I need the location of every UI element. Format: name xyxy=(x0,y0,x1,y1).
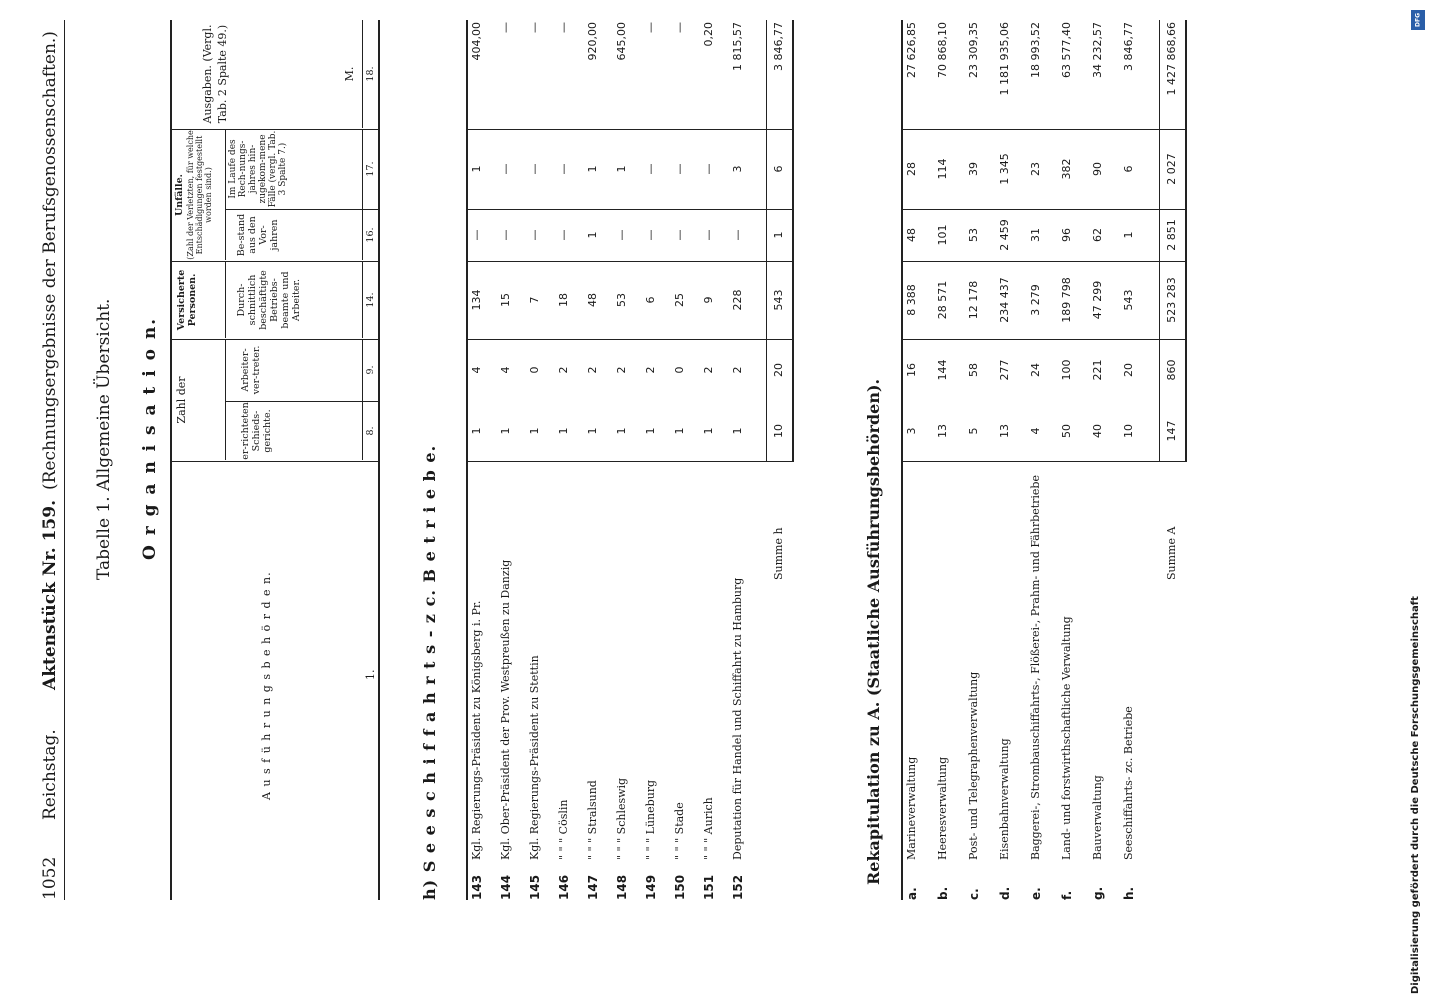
dfg-text: Digitalisierung gefördert durch die Deutsche Forschungsgemeinschaft xyxy=(1410,596,1421,994)
cell-laufe: 1 xyxy=(470,165,483,173)
row-label: Kgl. Ober-Präsident der Prov. Westpreußen zu Danzig xyxy=(499,559,512,860)
cell-schied: 1 xyxy=(644,427,657,435)
row-number: 143 xyxy=(470,874,484,900)
cell-ausgaben: 27 626,85 xyxy=(905,22,918,78)
cell-arbeiter: 16 xyxy=(905,363,918,377)
cell-bestand: — xyxy=(557,229,570,241)
cell-bestand: 1 xyxy=(1122,231,1135,239)
cell-schied: 1 xyxy=(731,427,744,435)
cell-versicherte: 543 xyxy=(1122,289,1135,311)
sum-ausgaben: 1 427 868,66 xyxy=(1165,22,1178,96)
col-ausgaben: Ausgaben. (Vergl. Tab. 2 Spalte 49.) xyxy=(201,24,229,124)
sum-arbeiter: 20 xyxy=(772,363,785,377)
row-number: 152 xyxy=(731,874,745,900)
row-label: Land- und forstwirthschaftliche Verwaltung xyxy=(1060,616,1073,860)
cell-schied: 3 xyxy=(905,427,918,435)
row-label: Eisenbahnverwaltung xyxy=(998,738,1011,860)
cell-arbeiter: 2 xyxy=(586,366,599,374)
cell-versicherte: 25 xyxy=(673,293,686,307)
cell-laufe: 1 xyxy=(586,165,599,173)
col-bestand: Be-stand aus den Vor-jahren xyxy=(236,213,280,257)
cell-bestand: — xyxy=(470,229,483,241)
sum-versicherte: 543 xyxy=(772,289,785,311)
col-versicherte-head: Versicherte Personen. xyxy=(176,269,198,331)
sum-schied: 10 xyxy=(772,424,785,438)
dfg-footer xyxy=(1410,6,1426,994)
cell-versicherte: 9 xyxy=(702,296,715,304)
cell-versicherte: 134 xyxy=(470,289,483,311)
row-label: Bauverwaltung xyxy=(1091,775,1104,860)
row-label: " " " Lüneburg xyxy=(644,779,657,860)
row-number: e. xyxy=(1029,887,1043,900)
cell-laufe: 1 xyxy=(615,165,628,173)
sum-bestand: 2 851 xyxy=(1165,219,1178,251)
cell-ausgaben: — xyxy=(528,22,541,33)
cell-bestand: 2 459 xyxy=(998,219,1011,251)
row-number: 149 xyxy=(644,874,658,900)
cell-schied: 1 xyxy=(557,427,570,435)
cell-bestand: 62 xyxy=(1091,228,1104,242)
cell-ausgaben: 63 577,40 xyxy=(1060,22,1073,78)
cell-versicherte: 8 388 xyxy=(905,284,918,316)
dfg-logo-icon: DFG xyxy=(1411,10,1425,30)
cell-schied: 40 xyxy=(1091,424,1104,438)
cell-schied: 1 xyxy=(470,427,483,435)
cell-arbeiter: 144 xyxy=(936,359,949,381)
row-number: b. xyxy=(936,886,950,900)
cell-arbeiter: 0 xyxy=(528,366,541,374)
cell-bestand: 31 xyxy=(1029,228,1042,242)
section-rule xyxy=(901,20,903,900)
sum-laufe: 6 xyxy=(772,165,785,173)
cell-versicherte: 6 xyxy=(644,296,657,304)
col-ausgaben-num: 18. xyxy=(365,66,376,82)
cell-ausgaben: 0,20 xyxy=(702,22,715,47)
cell-schied: 10 xyxy=(1122,424,1135,438)
header-reichstag: Reichstag. xyxy=(40,729,60,820)
row-label: " " " Schleswig xyxy=(615,777,628,860)
cell-schied: 5 xyxy=(967,427,980,435)
cell-laufe: 1 345 xyxy=(998,153,1011,185)
row-number: h. xyxy=(1122,886,1136,900)
cell-versicherte: 12 178 xyxy=(967,280,980,320)
cell-versicherte: 53 xyxy=(615,293,628,307)
cell-laufe: — xyxy=(673,163,686,175)
row-label: " " " Aurich xyxy=(702,797,715,860)
cell-schied: 1 xyxy=(615,427,628,435)
cell-schied: 1 xyxy=(586,427,599,435)
cell-schied: 13 xyxy=(998,424,1011,438)
cell-ausgaben: — xyxy=(557,22,570,33)
header-rule xyxy=(64,20,65,900)
cell-bestand: — xyxy=(528,229,541,241)
cell-bestand: — xyxy=(644,229,657,241)
cell-bestand: — xyxy=(702,229,715,241)
cell-bestand: — xyxy=(615,229,628,241)
cell-laufe: 382 xyxy=(1060,158,1073,180)
row-label: Heeresverwaltung xyxy=(936,756,949,860)
cell-bestand: — xyxy=(731,229,744,241)
col-arbeiter-num: 9. xyxy=(365,365,376,375)
cell-ausgaben: 645,00 xyxy=(615,22,628,61)
cell-ausgaben: 34 232,57 xyxy=(1091,22,1104,78)
section-h-title: h) S e e s c h i f f a h r t s - z c. B e t r i e b e. xyxy=(420,444,439,900)
cell-versicherte: 48 xyxy=(586,293,599,307)
cell-laufe: 6 xyxy=(1122,165,1135,173)
col-schied: er-richteten Schieds-gerichte. xyxy=(240,402,273,460)
row-label: Seeschiffahrts- zc. Betriebe xyxy=(1122,706,1135,860)
cell-schied: 1 xyxy=(528,427,541,435)
sum-label: Summe A xyxy=(1165,526,1178,580)
sum-label: Summe h xyxy=(772,527,785,580)
cell-versicherte: 7 xyxy=(528,296,541,304)
cell-versicherte: 18 xyxy=(557,293,570,307)
sum-schied: 147 xyxy=(1165,420,1178,442)
cell-bestand: — xyxy=(499,229,512,241)
cell-schied: 1 xyxy=(673,427,686,435)
cell-ausgaben: 404,00 xyxy=(470,22,483,61)
cell-ausgaben: 1 181 935,06 xyxy=(998,22,1011,96)
sum-ausgaben: 3 846,77 xyxy=(772,22,785,71)
cell-ausgaben: 18 993,52 xyxy=(1029,22,1042,78)
row-label: Baggerei-, Strombauschiffahrts-, Flößerei-, Prahm- und Fährbetriebe xyxy=(1029,475,1042,860)
cell-arbeiter: 277 xyxy=(998,359,1011,381)
cell-versicherte: 228 xyxy=(731,289,744,311)
header-bottom-rule xyxy=(378,20,380,900)
row-number: 151 xyxy=(702,874,716,900)
cell-bestand: 96 xyxy=(1060,228,1073,242)
col-unfaelle-head: Unfälle. xyxy=(174,174,185,217)
row-label: " " " Cöslin xyxy=(557,799,570,860)
col-behoerden: A u s f ü h r u n g s b e h ö r d e n. xyxy=(260,571,273,800)
row-number: 147 xyxy=(586,874,600,900)
page-number: 1052 xyxy=(40,856,60,900)
row-label: " " " Stade xyxy=(673,802,686,860)
table-title: Tabelle 1. Allgemeine Übersicht. xyxy=(94,298,114,580)
cell-arbeiter: 4 xyxy=(499,366,512,374)
cell-ausgaben: 1 815,57 xyxy=(731,22,744,71)
col-unfaelle-sub: (Zahl der Verletzten, für welche Entschädigungen festgestellt worden sind.) xyxy=(186,130,213,260)
row-number: c. xyxy=(967,888,981,900)
cell-ausgaben: — xyxy=(673,22,686,33)
cell-arbeiter: 24 xyxy=(1029,363,1042,377)
cell-schied: 13 xyxy=(936,424,949,438)
cell-schied: 1 xyxy=(702,427,715,435)
row-number: a. xyxy=(905,887,919,900)
col-versicherte: Durch-schnittlich beschäftigte Betriebs-beamte und Arbeiter. xyxy=(236,270,302,330)
cell-bestand: 53 xyxy=(967,228,980,242)
cell-ausgaben: — xyxy=(499,22,512,33)
col-arbeiter: Arbeiter-ver-treter. xyxy=(240,345,262,395)
row-label: " " " Stralsund xyxy=(586,780,599,860)
cell-arbeiter: 2 xyxy=(615,366,628,374)
row-number: 150 xyxy=(673,874,687,900)
cell-laufe: 23 xyxy=(1029,162,1042,176)
col-bestand-num: 16. xyxy=(365,227,376,243)
cell-bestand: — xyxy=(673,229,686,241)
cell-schied: 50 xyxy=(1060,424,1073,438)
cell-arbeiter: 2 xyxy=(702,366,715,374)
cell-arbeiter: 4 xyxy=(470,366,483,374)
cell-laufe: 28 xyxy=(905,162,918,176)
cell-arbeiter: 2 xyxy=(557,366,570,374)
col-behoerden-num: 1. xyxy=(364,669,377,680)
table-top-rule xyxy=(170,20,172,900)
cell-bestand: 48 xyxy=(905,228,918,242)
cell-ausgaben: 70 868,10 xyxy=(936,22,949,78)
cell-laufe: 114 xyxy=(936,158,949,180)
cell-versicherte: 47 299 xyxy=(1091,280,1104,320)
row-label: Deputation für Handel und Schiffahrt zu Hamburg xyxy=(731,577,744,860)
sum-bestand: 1 xyxy=(772,231,785,239)
row-number: d. xyxy=(998,886,1012,900)
cell-ausgaben: — xyxy=(644,22,657,33)
cell-laufe: — xyxy=(557,163,570,175)
cell-ausgaben: 23 309,35 xyxy=(967,22,980,78)
row-number: g. xyxy=(1091,886,1105,900)
col-ausgaben-unit: M. xyxy=(343,66,356,82)
cell-schied: 4 xyxy=(1029,427,1042,435)
sum-arbeiter: 860 xyxy=(1165,359,1178,381)
col-versicherte-num: 14. xyxy=(365,292,376,308)
row-number: 148 xyxy=(615,874,629,900)
section-rule xyxy=(466,20,468,900)
cell-arbeiter: 221 xyxy=(1091,359,1104,381)
cell-laufe: 90 xyxy=(1091,162,1104,176)
row-label: Marineverwaltung xyxy=(905,756,918,860)
cell-ausgaben: 3 846,77 xyxy=(1122,22,1135,71)
col-schied-num: 8. xyxy=(365,426,376,436)
col-laufe-num: 17. xyxy=(365,161,376,177)
cell-laufe: — xyxy=(499,163,512,175)
cell-bestand: 101 xyxy=(936,224,949,246)
cell-laufe: — xyxy=(528,163,541,175)
cell-ausgaben: 920,00 xyxy=(586,22,599,61)
cell-arbeiter: 0 xyxy=(673,366,686,374)
cell-arbeiter: 58 xyxy=(967,363,980,377)
row-label: Kgl. Regierungs-Präsident zu Königsberg i. Pr. xyxy=(470,600,483,860)
cell-versicherte: 234 437 xyxy=(998,277,1011,323)
sum-versicherte: 523 283 xyxy=(1165,277,1178,323)
cell-schied: 1 xyxy=(499,427,512,435)
header-subtitle: (Rechnungsergebnisse der Berufsgenossenschaften.) xyxy=(40,31,60,490)
cell-laufe: — xyxy=(644,163,657,175)
row-label: Kgl. Regierungs-Präsident zu Stettin xyxy=(528,655,541,860)
sum-laufe: 2 027 xyxy=(1165,153,1178,185)
cell-bestand: 1 xyxy=(586,231,599,239)
cell-laufe: 39 xyxy=(967,162,980,176)
cell-versicherte: 28 571 xyxy=(936,280,949,320)
cell-versicherte: 15 xyxy=(499,293,512,307)
cell-versicherte: 189 798 xyxy=(1060,277,1073,323)
section-title: O r g a n i s a t i o n. xyxy=(140,316,160,560)
cell-arbeiter: 20 xyxy=(1122,363,1135,377)
row-number: 146 xyxy=(557,874,571,900)
recap-title: Rekapitulation zu A. (Staatliche Ausführungsbehörden). xyxy=(864,378,883,885)
row-number: 144 xyxy=(499,874,513,900)
row-label: Post- und Telegraphenverwaltung xyxy=(967,671,980,860)
cell-arbeiter: 100 xyxy=(1060,359,1073,381)
row-number: 145 xyxy=(528,874,542,900)
cell-arbeiter: 2 xyxy=(644,366,657,374)
cell-arbeiter: 2 xyxy=(731,366,744,374)
cell-laufe: — xyxy=(702,163,715,175)
col-laufe: Im Laufe des Rech-nungs-jahres hin-zugekom-mene Fälle (vergl. Tab. 3 Spalte 7.) xyxy=(228,130,288,208)
row-number: f. xyxy=(1060,890,1074,900)
header-aktenstueck: Aktenstück Nr. 159. xyxy=(40,499,60,690)
cell-versicherte: 3 279 xyxy=(1029,284,1042,316)
col-zahl-der: Zahl der xyxy=(175,376,188,424)
cell-laufe: 3 xyxy=(731,165,744,173)
